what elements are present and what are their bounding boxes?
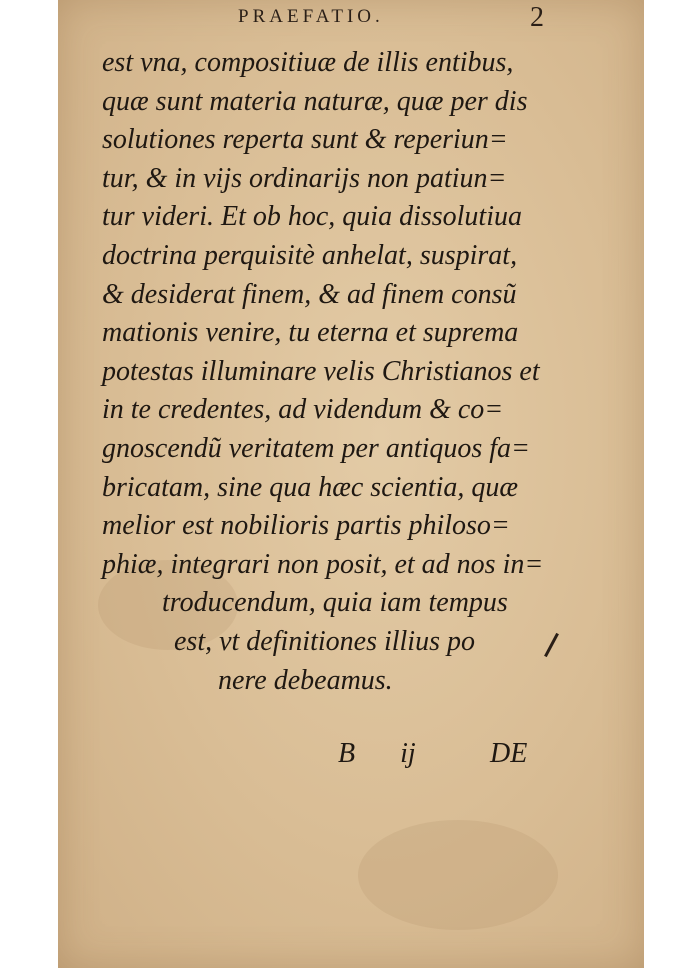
running-title: PRAEFATIO.	[238, 6, 384, 27]
text-line: tur videri. Et ob hoc, quia dissolutiua	[102, 201, 522, 233]
preface-text	[102, 44, 622, 700]
text-line: phiæ, integrari non posit, et ad nos in=	[102, 548, 544, 580]
text-line: tur, & in vijs ordinarijs non patiun=	[102, 162, 507, 194]
text-line: bricatam, sine qua hæc scientia, quæ	[102, 471, 519, 503]
text-line: troducendum, quia iam tempus	[162, 587, 508, 619]
text-line: in te credentes, ad videndum & co=	[102, 394, 504, 426]
text-line: gnoscendũ veritatem per antiquos fa=	[102, 432, 530, 464]
page-number: 2	[530, 2, 544, 33]
text-line: & desiderat finem, & ad finem consũ	[102, 278, 517, 310]
catchword: DE	[490, 738, 528, 769]
text-line: melior est nobilioris partis philoso=	[102, 510, 510, 542]
text-line: solutiones reperta sunt & reperiun=	[102, 124, 508, 156]
text-line: quæ sunt materia naturæ, quæ per dis	[102, 85, 528, 117]
text-line: doctrina perquisitè anhelat, suspirat,	[102, 239, 518, 271]
paper-stain	[358, 820, 558, 930]
signature-mark: B ij	[338, 738, 416, 769]
text-line: est vna, compositiuæ de illis entibus,	[102, 47, 514, 78]
text-line: est, vt definitiones illius po	[174, 625, 475, 657]
text-line: mationis venire, tu eterna et suprema	[102, 317, 519, 349]
book-page	[58, 0, 644, 968]
text-line: potestas illuminare velis Christianos et	[102, 355, 540, 387]
text-line: nere debeamus.	[218, 664, 393, 696]
